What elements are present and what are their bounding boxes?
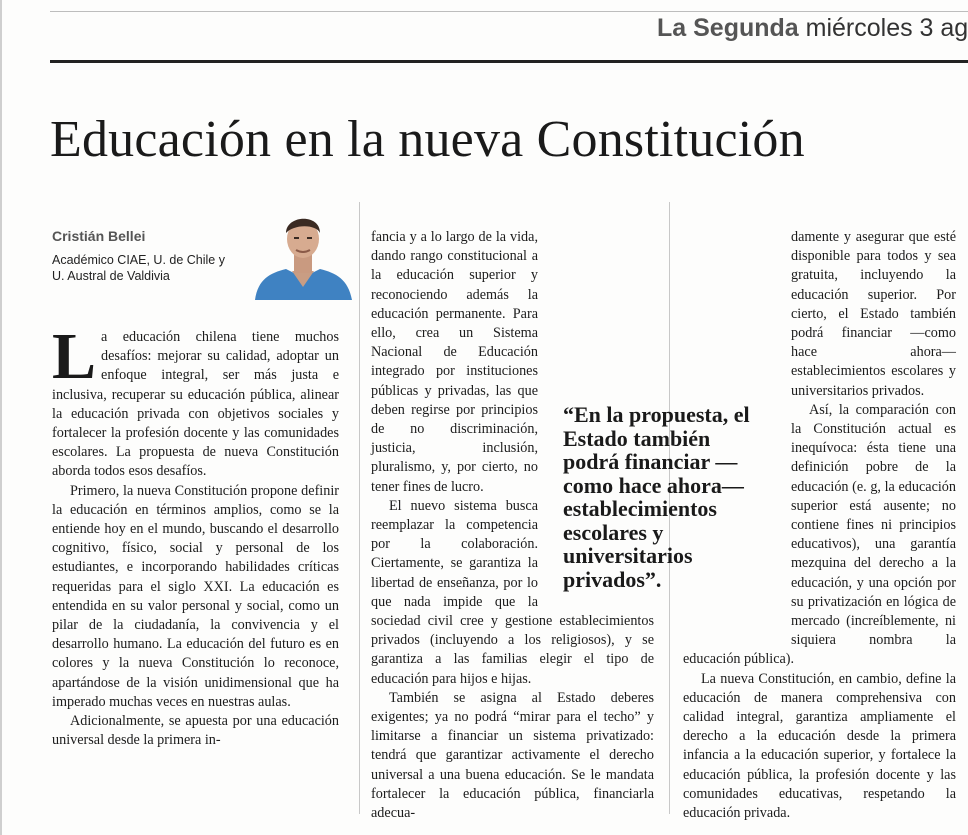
column-divider (359, 202, 360, 814)
paragraph: El nuevo sistema busca reemplazar la competencia por la colaboración. Ciertamente, se garantiza la libertad de enseñanza, por lo que nada impide que la sociedad civil cree y gestione establecimientos privados (incluyendo a los religiosos), y se garantiza a las familias elegir el tipo de educación para hijos e hijas. (371, 497, 654, 687)
paragraph (52, 320, 339, 482)
drop-cap: L (52, 320, 97, 393)
paragraph: La nueva Constitución, en cambio, define la educación de manera comprehensiva con calidad integral, garantiza ampliamente el derecho a la educación desde la primera infancia a la educación superior, y fortalece la educación pública, la profesión docente y las comunidades educativas, respetando la educación privada. (683, 670, 956, 822)
page-edge (0, 0, 2, 835)
top-rule (50, 11, 968, 12)
paragraph: También se asigna al Estado deberes exigentes; ya no podrá “mirar para el techo” y limitarse a financiar un sistema privatizado: tendrá que garantizar activamente el derecho universal a una buena educación. Se le mandata fortalecer la educación pública, financiarla adecua- (371, 689, 654, 822)
publication-name: La Segunda (657, 14, 799, 42)
pull-quote: “En la propuesta, el Estado también podrá financiar —como hace ahora— establecimientos escolares y universitarios privados”. (563, 402, 750, 592)
issue-date: miércoles 3 ag (805, 14, 968, 42)
paragraph-text: a educación chilena tiene muchos desafíos: mejorar su calidad, adoptar un enfoque integral, ser más justa e inclusiva, recuperar su educación pública, alinear la educación privada con objetivos sociales y fortalecer la profesión docente y las comunidades escolares. La propuesta de nueva Constitución aborda todos esos desafíos. (52, 329, 339, 480)
affiliation-line: Académico CIAE, U. de Chile y (52, 253, 225, 267)
paragraph: Primero, la nueva Constitución propone definir la educación en términos amplios, como se la entiende hoy en el mundo, buscando el desarrollo cognitivo, físico, social y personal de los estudiantes, e incorporando habilidades críticas requeridas para el siglo XXI. La educación es entendida en su valor personal y social, como un pilar de la ciudadanía, la convivencia y el desarrollo humano. La educación del futuro es en colores y la nueva Constitución lo reconoce, apartándose de la visión unidimensional que ha imperado muchas veces en nuestras aulas. (52, 482, 339, 710)
masthead-rule (50, 60, 968, 63)
paragraph: damente y asegurar que esté disponible para todos y sea gratuita, incluyendo la educación superior. Por cierto, el Estado también podrá financiar —como hace ahora— establecimientos escolares y universitarios privados. (791, 229, 956, 399)
paragraph: fancia y a lo largo de la vida, dando rango constitucional a la educación superior y reconociendo además la educación permanente. Para ello, crea un Sistema Nacional de Educación integrado por instituciones públicas y privadas, las que deben regirse por principios de no discriminación, justicia, inclusión, pluralismo, y, por cierto, no tener fines de lucro. (371, 229, 538, 495)
column-1 (52, 320, 339, 750)
author-name: Cristián Bellei (52, 228, 146, 244)
author-affiliation (52, 252, 225, 284)
masthead (657, 14, 968, 43)
affiliation-line: U. Austral de Valdivia (52, 269, 170, 283)
paragraph: Adicionalmente, se apuesta por una educación universal desde la primera in- (52, 713, 339, 749)
paragraph: Así, la comparación con la Constitución actual es inequívoca: ésta tiene una definición pobre de la educación (e. g, la educación superior está ausente; no contiene fines ni principios educativos), una garantía mezquina del derecho a la educación, y una opción por su privatización en lógica de mercado (increíblemente, ni siquiera nombra la educación pública). (683, 401, 956, 668)
article-headline: Educación en la nueva Constitución (50, 111, 805, 168)
author-photo (250, 207, 356, 300)
